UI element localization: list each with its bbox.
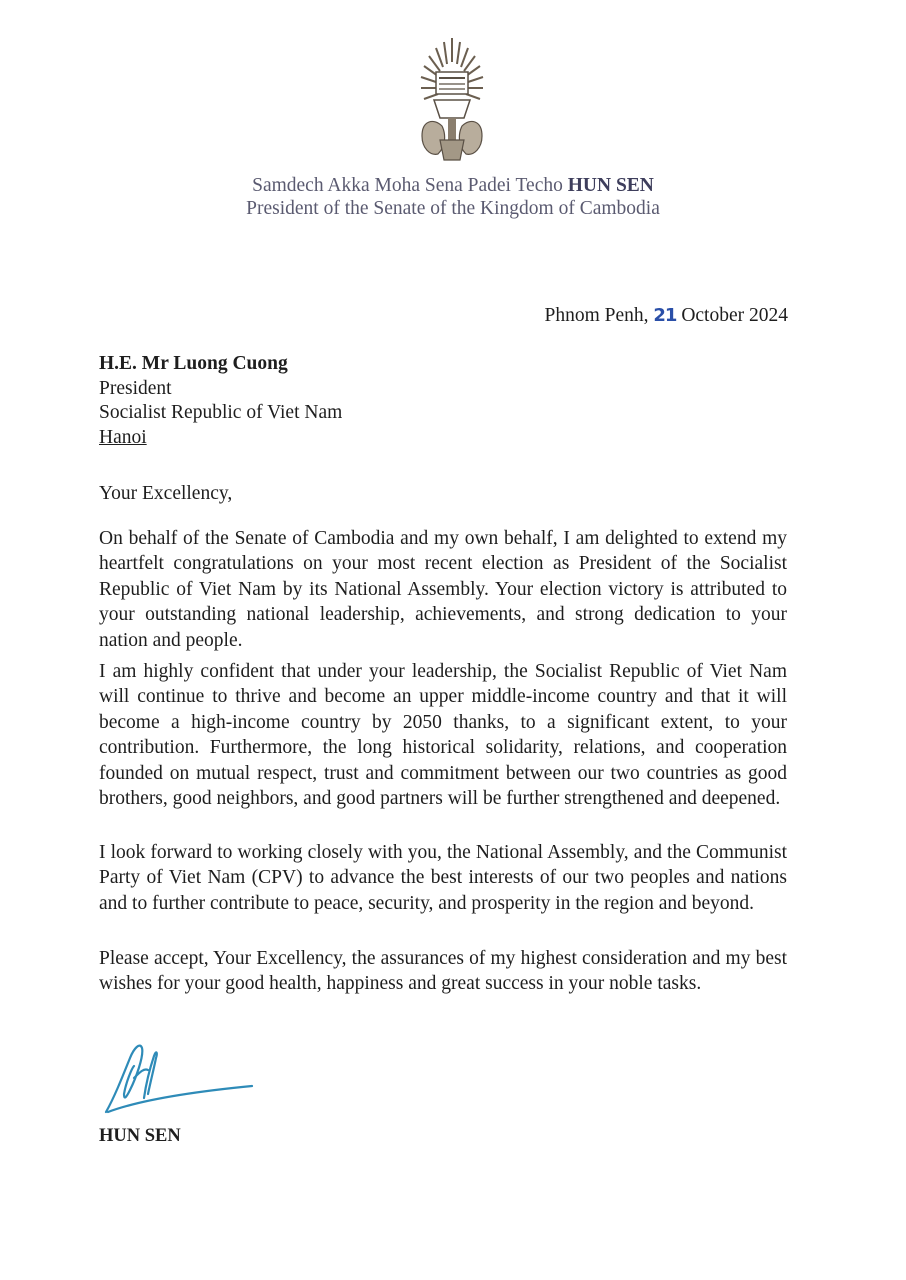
sender-name: HUN SEN xyxy=(567,175,654,196)
recipient-city: Hanoi xyxy=(99,426,147,448)
paragraph-text: I look forward to working closely with you, the National Assembly, and the Communist Party of Viet Nam (CPV) to advance the best interests of our two peoples and nations and to further contribute to peace, security, and prosperity in the region and beyond. xyxy=(99,842,787,914)
sender-honorific: Samdech Akka Moha Sena Padei Techo xyxy=(252,175,563,196)
letter-date xyxy=(544,305,788,327)
sender-title: President of the Senate of the Kingdom of Cambodia xyxy=(246,198,660,219)
salutation: Your Excellency, xyxy=(99,483,233,504)
paragraph-text: I am highly confident that under your leadership, the Socialist Republic of Viet Nam will continue to thrive and become an upper middle-income country and that it will become a high-income country by 2050 thanks, to a significant extent, to your contribution. Furthermore, the long historical solidarity, relations, and cooperation founded on mutual respect, trust and commitment between our two countries as good brothers, good neighbors, and good partners will be further strengthened and deepened. xyxy=(99,661,787,810)
signatory-name: HUN SEN xyxy=(99,1126,181,1146)
letter-body-paragraph-4 xyxy=(99,946,787,997)
date-day-handwritten: 21 xyxy=(653,305,677,326)
recipient-country: Socialist Republic of Viet Nam xyxy=(99,402,343,423)
recipient-address xyxy=(99,352,342,450)
paragraph-text: On behalf of the Senate of Cambodia and my own behalf, I am delighted to extend my heartfelt congratulations on your most recent election as President of the Socialist Republic of Viet Nam by its National Assembly. Your election victory is attributed to your outstanding national leadership, achievements, and strong dedication to your nation and people. xyxy=(99,528,787,651)
sender-honorific-line xyxy=(0,174,906,197)
paragraph-text: Please accept, Your Excellency, the assurances of my highest consideration and my best wishes for your good health, happiness and great success in your noble tasks. xyxy=(99,948,787,995)
recipient-title: President xyxy=(99,377,172,399)
recipient-name: H.E. Mr Luong Cuong xyxy=(99,353,288,374)
handwritten-signature-icon xyxy=(100,1038,260,1118)
date-place: Phnom Penh, xyxy=(544,305,649,326)
letter-body-paragraph-1 xyxy=(99,526,787,653)
letter-body-paragraph-3 xyxy=(99,840,787,916)
letterhead xyxy=(0,174,906,220)
royal-emblem-icon xyxy=(416,34,488,164)
letter-body-paragraph-2 xyxy=(99,659,787,811)
date-month-year: October 2024 xyxy=(681,305,788,326)
